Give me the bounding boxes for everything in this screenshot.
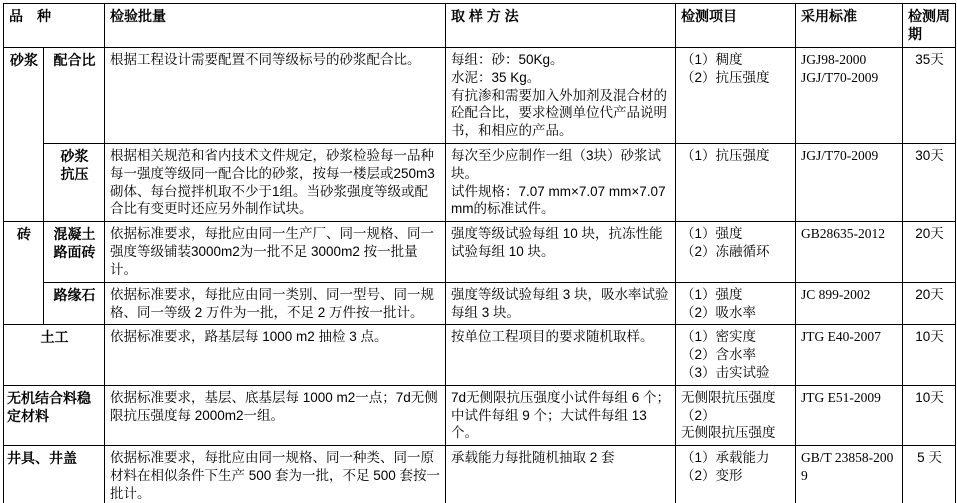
row-cycle: 10天 — [903, 385, 956, 445]
row-item: （1）密实度 （2）含水率 （3）击实试验 — [676, 325, 796, 385]
row-sampling: 按单位工程项目的要求随机取样。 — [446, 325, 676, 385]
header-item: 检测项目 — [676, 4, 796, 48]
header-batch: 检验批量 — [105, 4, 446, 48]
row-standard: JGJ98-2000 JGJ/T70-2009 — [796, 47, 903, 143]
row-item: （1）强度 （2）吸水率 — [676, 282, 796, 325]
row-cycle: 20天 — [903, 282, 956, 325]
table-row — [4, 325, 956, 385]
row-standard: GB/T 23858-2009 — [796, 446, 903, 503]
row-sampling: 每次至少应制作一组（3块）砂浆试块。 试件规格：7.07 mm×7.07 mm×7.07 mm的标准试件。 — [446, 144, 676, 222]
table-row — [4, 385, 956, 445]
table-header-row — [4, 4, 956, 48]
row-subcategory: 配合比 — [44, 47, 105, 143]
row-standard: JTG E51-2009 — [796, 385, 903, 445]
row-category: 井具、井盖 — [4, 446, 105, 503]
row-standard: JC 899-2002 — [796, 282, 903, 325]
row-batch: 依据标准要求，每批应由同一类别、同一型号、同一规格、同一等级 2 万件为一批，不足 2 万件按一批计。 — [105, 282, 446, 325]
row-cycle: 10天 — [903, 325, 956, 385]
specification-table — [3, 3, 956, 503]
row-cycle: 35天 — [903, 47, 956, 143]
row-standard: GB28635-2012 — [796, 222, 903, 282]
row-batch: 根据工程设计需要配置不同等级标号的砂浆配合比。 — [105, 47, 446, 143]
row-item: （1）承载能力（2）变形 — [676, 446, 796, 503]
row-cycle: 5 天 — [903, 446, 956, 503]
row-batch: 依据标准要求，路基层每 1000 m2 抽检 3 点。 — [105, 325, 446, 385]
header-standard: 采用标准 — [796, 4, 903, 48]
table-row — [4, 144, 956, 222]
row-item: 无侧限抗压强度（2） 无侧限抗压强度 — [676, 385, 796, 445]
header-sampling: 取 样 方 法 — [446, 4, 676, 48]
row-item: （1）强度 （2）冻融循环 — [676, 222, 796, 282]
row-batch: 依据标准要求，基层、底基层每 1000 m2一点；7d无侧限抗压强度每 2000m2一组。 — [105, 385, 446, 445]
row-category: 砂浆 — [4, 47, 44, 221]
row-cycle: 30天 — [903, 144, 956, 222]
table-row — [4, 222, 956, 282]
row-batch: 根据相关规范和省内技术文件规定，砂浆检验每一品种每一强度等级同一配合比的砂浆，按每一楼层或250m3砌体、每台搅拌机取不少于1组。当砂浆强度等级或配合比有变更时还应另外制作试块。 — [105, 144, 446, 222]
row-category: 土工 — [4, 325, 105, 385]
row-sampling: 承载能力每批随机抽取 2 套 — [446, 446, 676, 503]
row-sampling: 强度等级试验每组 10 块，抗冻性能试验每组 10 块。 — [446, 222, 676, 282]
table-row — [4, 446, 956, 503]
header-category: 品 种 — [4, 4, 105, 48]
row-sampling: 7d无侧限抗压强度小试件每组 6 个；中试件每组 9 个；大试件每组 13 个。 — [446, 385, 676, 445]
row-category: 砖 — [4, 222, 44, 325]
row-subcategory: 路缘石 — [44, 282, 105, 325]
row-cycle: 20天 — [903, 222, 956, 282]
table-row — [4, 282, 956, 325]
row-standard: JTG E40-2007 — [796, 325, 903, 385]
header-cycle: 检测周期 — [903, 4, 956, 48]
row-batch: 依据标准要求，每批应由同一规格、同一种类、同一原材料在相似条件下生产 500 套为一批，不足 500 套按一批计。 — [105, 446, 446, 503]
row-sampling: 强度等级试验每组 3 块，吸水率试验每组 3 块。 — [446, 282, 676, 325]
row-standard: JGJ/T70-2009 — [796, 144, 903, 222]
row-subcategory: 砂浆 抗压 — [44, 144, 105, 222]
row-item: （1）抗压强度 — [676, 144, 796, 222]
row-batch: 依据标准要求，每批应由同一生产厂、同一规格、同一强度等级铺装3000m2为一批不足 3000m2 按一批量计。 — [105, 222, 446, 282]
row-category: 无机结合料稳定材料 — [4, 385, 105, 445]
table-row — [4, 47, 956, 143]
row-sampling: 每组：砂：50Kg。 水泥：35 Kg。 有抗渗和需要加入外加剂及混合材的砼配合比，要求检测单位代产品说明书，和相应的产品。 — [446, 47, 676, 143]
row-item: （1）稠度 （2）抗压强度 — [676, 47, 796, 143]
row-subcategory: 混凝土 路面砖 — [44, 222, 105, 282]
